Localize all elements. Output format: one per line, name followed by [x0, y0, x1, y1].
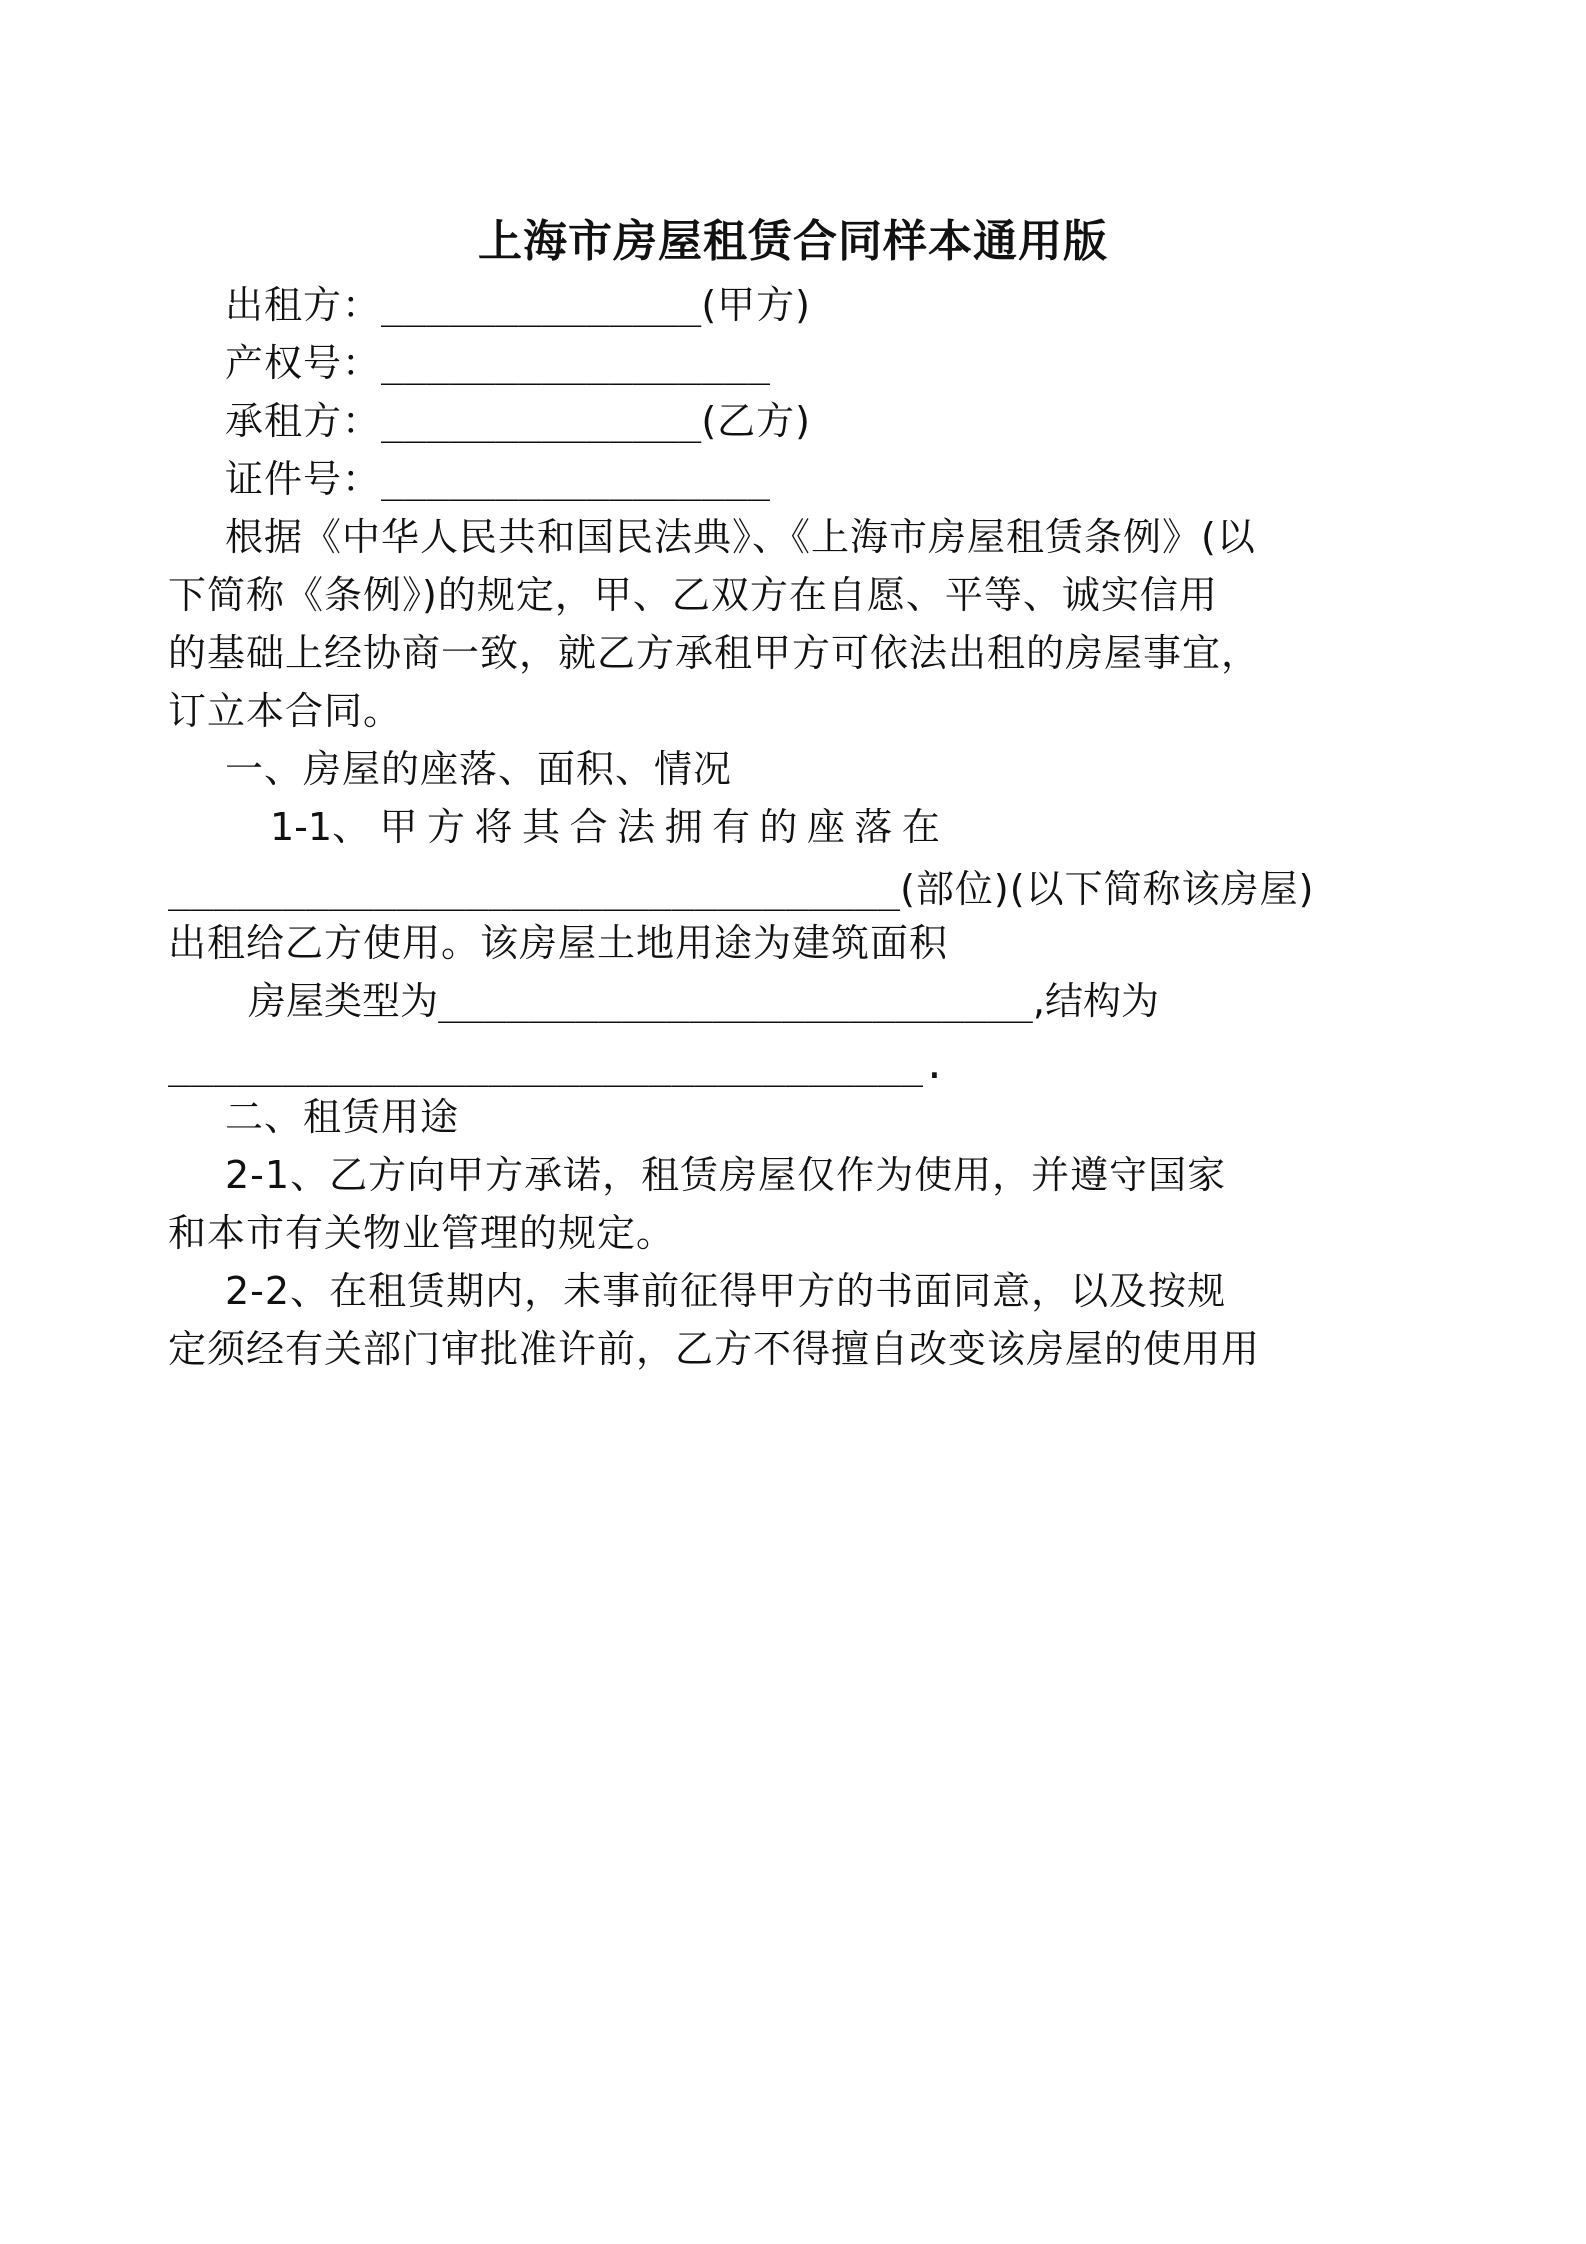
clause-1-1-line-1	[270, 800, 940, 854]
clause-char: 类	[324, 979, 363, 1023]
structure-blank[interactable]: _________________________________.	[168, 1043, 946, 1087]
clause-1-1-number: 1-1、	[270, 805, 371, 849]
document-title: 上海市房屋租赁合同样本通用版	[478, 216, 1108, 267]
intro-line-2: 下简称《条例》)的规定，甲、乙双方在自愿、平等、诚实信用	[168, 573, 1218, 617]
clause-char: ,结	[1032, 979, 1083, 1023]
lessee-blank[interactable]: ______________	[381, 399, 702, 443]
clause-char: 拥	[664, 805, 703, 849]
clause-char: 其	[522, 805, 561, 849]
party-lessee	[225, 394, 811, 448]
clause-char: 法	[616, 805, 655, 849]
clause-2-1-line-2: 和本市有关物业管理的规定。	[168, 1211, 676, 1255]
clause-char: 有	[711, 805, 750, 849]
clause-1-1-line-3: 出租给乙方使用。该房屋土地用途为建筑面积	[168, 921, 949, 965]
clause-char: 构	[1083, 979, 1122, 1023]
id-no-label: 证件号：	[225, 457, 382, 501]
clause-char: 方	[427, 805, 466, 849]
party-property-no	[225, 336, 770, 390]
clause-char: 在	[901, 805, 940, 849]
clause-2-2-line-2: 定须经有关部门审批准许前，乙方不得擅自改变该房屋的使用用	[168, 1327, 1261, 1371]
clause-char: 房	[248, 979, 287, 1023]
clause-char: 落	[854, 805, 893, 849]
location-suffix: (部位)(以下简称该房屋)	[900, 867, 1315, 911]
property-no-blank[interactable]: _________________	[381, 341, 770, 385]
clause-char: 座	[806, 805, 845, 849]
intro-line-4: 订立本合同。	[168, 689, 403, 733]
lessee-label: 承租方：	[225, 399, 382, 443]
intro-line-3: 的基础上经协商一致，就乙方承租甲方可依法出租的房屋事宜，	[168, 631, 1261, 675]
clause-char: 型	[362, 979, 401, 1023]
clause-2-2-line-1: 2-2、在租赁期内，未事前征得甲方的书面同意，以及按规	[225, 1269, 1227, 1313]
location-blank[interactable]: ________________________________	[168, 867, 901, 911]
clause-1-1-line-2	[168, 862, 1314, 916]
id-no-blank[interactable]: _________________	[381, 457, 770, 501]
clause-2-1-line-1: 2-1、乙方向甲方承诺，租赁房屋仅作为使用，并遵守国家	[225, 1153, 1227, 1197]
clause-char: 甲	[379, 805, 418, 849]
property-no-label: 产权号：	[225, 341, 382, 385]
clause-char: 的	[759, 805, 798, 849]
party-lessor	[225, 278, 811, 332]
clause-char: 为	[1121, 979, 1160, 1023]
clause-char: 屋	[286, 979, 325, 1023]
lessor-label: 出租方：	[225, 283, 382, 327]
section-1-heading: 一、房屋的座落、面积、情况	[225, 747, 733, 791]
clause-char: 合	[569, 805, 608, 849]
clause-char: 为	[400, 979, 439, 1023]
clause-char: 将	[474, 805, 513, 849]
house-type-blank[interactable]: __________________________	[438, 979, 1033, 1023]
lessee-suffix: (乙方)	[701, 399, 811, 443]
lessor-blank[interactable]: ______________	[381, 283, 702, 327]
party-id-no	[225, 452, 770, 506]
intro-line-1: 根据《中华人民共和国民法典》、《上海市房屋租赁条例》(以	[225, 515, 1256, 559]
lessor-suffix: (甲方)	[701, 283, 811, 327]
section-2-heading: 二、租赁用途	[225, 1095, 460, 1139]
clause-1-1-line-4	[248, 974, 1160, 1028]
